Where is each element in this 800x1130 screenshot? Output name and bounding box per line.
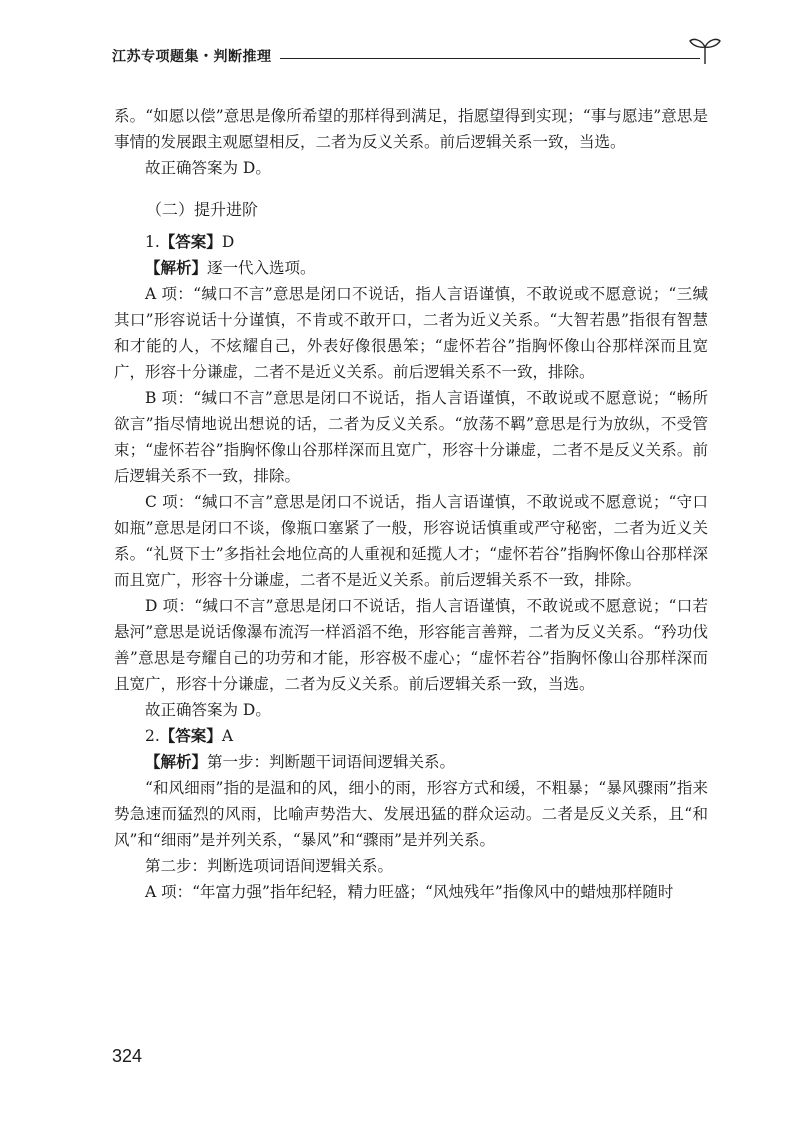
q2-analysis-text: 第一步：判断题干词语间逻辑关系。: [207, 753, 456, 771]
q2-number: 2.: [145, 727, 160, 745]
q1-option-a: A 项：“缄口不言”意思是闭口不说话，指人言语谨慎，不敢说或不愿意说；“三缄其口”形容说话十分谨慎，不肯或不敢开口，二者为近义关系。“大智若愚”指很有智慧和才能的人，不炫耀自己，外表好像很愚笨；“虚怀若谷”指胸怀像山谷那样深而且宽广，形容十分谦虚，二者不是近义关系。前后逻辑关系不一致，排除。: [114, 285, 708, 381]
q1-option-d: D 项：“缄口不言”意思是闭口不说话，指人言语谨慎，不敢说或不愿意说；“口若悬河”意思是说话像瀑布流泻一样滔滔不绝，形容能言善辩，二者为反义关系。“矜功伐善”意思是夸耀自己的功劳和才能，形容极不虚心；“虚怀若谷”指胸怀像山谷那样深而且宽广，形容十分谦虚，二者为反义关系。前后逻辑关系一致，当选。: [114, 597, 708, 693]
header-title: 江苏专项题集・判断推理: [112, 49, 272, 65]
q2-step-two: 第二步：判断选项词语间逻辑关系。: [145, 857, 394, 875]
q2-answer-tag: 【答案】: [159, 727, 222, 745]
answer-conclusion: 故正确答案为 D。: [145, 159, 271, 177]
sprout-icon: [688, 34, 722, 66]
section-heading: （二）提升进阶: [146, 200, 259, 219]
q2-paragraph: “和风细雨”指的是温和的风，细小的雨，形容方式和缓，不粗暴；“暴风骤雨”指来势急速而猛烈的风雨，比喻声势浩大、发展迅猛的群众运动。二者是反义关系，且“和风”和“细雨”是并列关系，“暴风”和“骤雨”是并列关系。: [114, 779, 708, 849]
header-rule: [280, 58, 700, 59]
q1-answer-value: D: [221, 233, 235, 251]
q2-option-a: A 项：“年富力强”指年纪轻，精力旺盛；“风烛残年”指像风中的蜡烛那样随时: [145, 883, 674, 901]
page-number: 324: [112, 1046, 143, 1066]
q1-analysis-text: 逐一代入选项。: [207, 259, 316, 277]
q2-analysis-tag: 【解析】: [145, 753, 208, 771]
q1-answer: [114, 229, 708, 255]
q1-option-b: B 项：“缄口不言”意思是闭口不说话，指人言语谨慎，不敢说或不愿意说；“畅所欲言”指尽情地说出想说的话，二者为反义关系。“放荡不羁”意思是行为放纵，不受管束；“虚怀若谷”指胸怀像山谷那样深而且宽广，形容十分谦虚，二者不是反义关系。前后逻辑关系不一致，排除。: [114, 389, 708, 485]
q1-number: 1.: [145, 233, 160, 251]
running-header: [112, 34, 722, 74]
q2-analysis: [114, 749, 708, 775]
q1-analysis: [114, 255, 708, 281]
page-content: [114, 103, 708, 905]
q1-conclusion: 故正确答案为 D。: [145, 701, 271, 719]
q2-answer: [114, 723, 708, 749]
q1-analysis-tag: 【解析】: [145, 259, 208, 277]
paragraph-continued: 系。“如愿以偿”意思是像所希望的那样得到满足，指愿望得到实现；“事与愿违”意思是事情的发展跟主观愿望相反，二者为反义关系。前后逻辑关系一致，当选。: [114, 107, 708, 151]
q1-option-c: C 项：“缄口不言”意思是闭口不说话，指人言语谨慎，不敢说或不愿意说；“守口如瓶”意思是闭口不谈，像瓶口塞紧了一般，形容说话慎重或严守秘密，二者为近义关系。“礼贤下士”多指社会地位高的人重视和延揽人才；“虚怀若谷”指胸怀像山谷那样深而且宽广，形容十分谦虚，二者不是近义关系。前后逻辑关系不一致，排除。: [114, 493, 708, 589]
q1-answer-tag: 【答案】: [159, 233, 222, 251]
q2-answer-value: A: [221, 727, 234, 745]
